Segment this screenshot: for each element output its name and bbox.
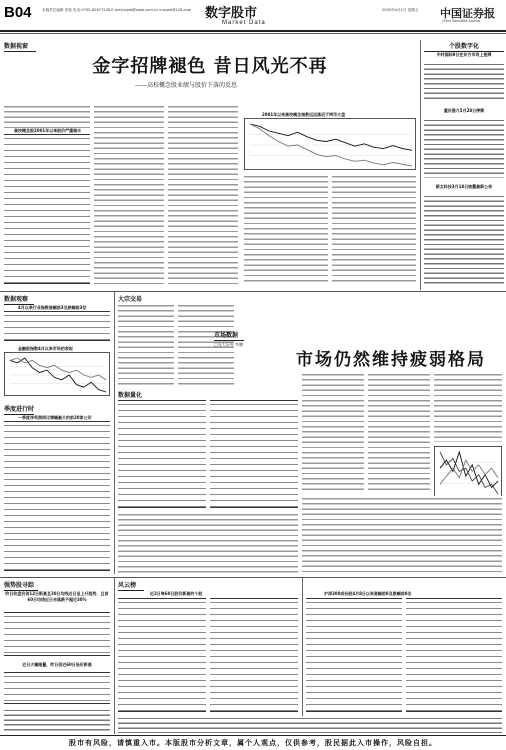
footnote-text (4, 708, 110, 732)
article-text-block (118, 303, 174, 387)
right-item-text (424, 62, 504, 102)
industry-index-table (4, 311, 110, 341)
section-label-ranking: 风云榜 (118, 580, 144, 591)
article-text-block (302, 372, 364, 492)
commentary-text (118, 716, 502, 733)
byline: □光大证券 李鹏 (214, 342, 244, 347)
university-stocks-table (4, 134, 90, 284)
table-caption: 沪深300成份股4月8日以来涨幅前8及跌幅前8名 (324, 591, 412, 596)
article-text-block (168, 104, 238, 284)
series-line (440, 452, 498, 488)
section-label-market-data: 市场数据 (214, 330, 244, 341)
section-title: 数字股市 (205, 6, 258, 21)
section-divider (0, 291, 506, 292)
secondary-headline: 市场仍然维持疲弱格局 (296, 350, 486, 370)
article-text-block (434, 372, 502, 442)
newspaper-logo-en: China Securities Journal (442, 19, 480, 23)
editor-info: 本版责任编辑 张弛 电话:0755-82677208 E-mail:zqsb@zqsb.com.cn cnzqsb@126.com (42, 8, 192, 12)
chart-caption: 金融股指数4月以来市场的表现 (18, 346, 73, 351)
section-label-stock-digital: 个股数字化 (424, 41, 504, 52)
section-subtitle: Market Data (222, 20, 266, 26)
high-price-table (210, 598, 298, 712)
risk-disclaimer: 股市有风险，请慎重入市。本版股市分析文章，属个人观点，仅供参考，股民据此入市操作，风险自担。 (69, 738, 437, 747)
losers-table (406, 598, 502, 712)
section-label-block-trade: 大宗交易 (118, 296, 143, 303)
right-item-text (424, 118, 504, 178)
column-divider (114, 292, 115, 574)
section-label-quant: 数据量化 (118, 392, 143, 399)
article-text-block (332, 174, 416, 284)
market-trend-chart (434, 446, 502, 498)
page-number: B04 (4, 4, 32, 21)
newspaper-logo: 中国证券报 (440, 7, 495, 20)
profit-growth-table (4, 421, 110, 571)
financial-index-chart (4, 352, 110, 396)
chart-caption: 2001年以来高校概念指数远远落后于两市大盘 (262, 112, 346, 117)
section-label-data-window: 数据视窗 (4, 41, 36, 52)
header-rule (0, 30, 506, 32)
gainers-table (306, 598, 402, 712)
main-subheadline: ——高校概念股业绩与股价下落的反思 (135, 82, 238, 89)
section-label-strong-stocks: 强势股寻踪 (4, 580, 38, 591)
quant-table (118, 400, 206, 508)
table-caption: 一季度净利润同比增幅最大的前20家公司 (18, 415, 92, 420)
right-item-title: 中材国际9日在东方市场上复牌 (436, 52, 492, 57)
new-high-table (4, 612, 110, 656)
article-text-block (368, 372, 430, 492)
table-caption: 昨日收盘价创12日新高且20日均线近日呈上升趋势，且首60日均线近日未落跌不超过30% (5, 591, 109, 602)
article-text-block (302, 496, 502, 574)
table-caption: 近2日每60日股价新高的个股 (150, 591, 203, 596)
issue-date: 2005年4月1日 星期五 (382, 8, 419, 12)
article-text-block (4, 104, 90, 128)
main-headline: 金字招牌褪色 昔日风光不再 (92, 56, 328, 77)
high-price-table (118, 598, 206, 712)
right-item-title: 新太科技3月18日披露最新公告 (435, 184, 493, 189)
article-text-block (244, 174, 328, 284)
low-volume-table (4, 672, 110, 704)
index-comparison-chart (244, 118, 416, 170)
right-item-title: 重庆港九5月28日停牌 (443, 108, 485, 113)
section-divider (0, 577, 506, 578)
column-divider (114, 578, 115, 734)
article-text-block (94, 104, 164, 284)
column-divider (420, 40, 421, 290)
series-line (10, 358, 106, 380)
table-caption: 高校概念股2001年以来股价严重缩水 (14, 128, 82, 133)
header-rule-thin (0, 33, 506, 34)
series-line (250, 124, 412, 150)
table-caption: 4月以来行业指数涨幅前3及跌幅前3位 (18, 305, 87, 310)
quant-table (210, 400, 298, 508)
section-label-quarter: 季度进行时 (4, 406, 35, 413)
article-text-block (118, 512, 298, 574)
column-divider (302, 578, 303, 718)
table-caption: 近日大幅缩量，昨日创近60日低价新高 (22, 662, 92, 667)
right-item-text (424, 194, 504, 284)
section-label-data-observation: 数据观察 (4, 294, 34, 305)
